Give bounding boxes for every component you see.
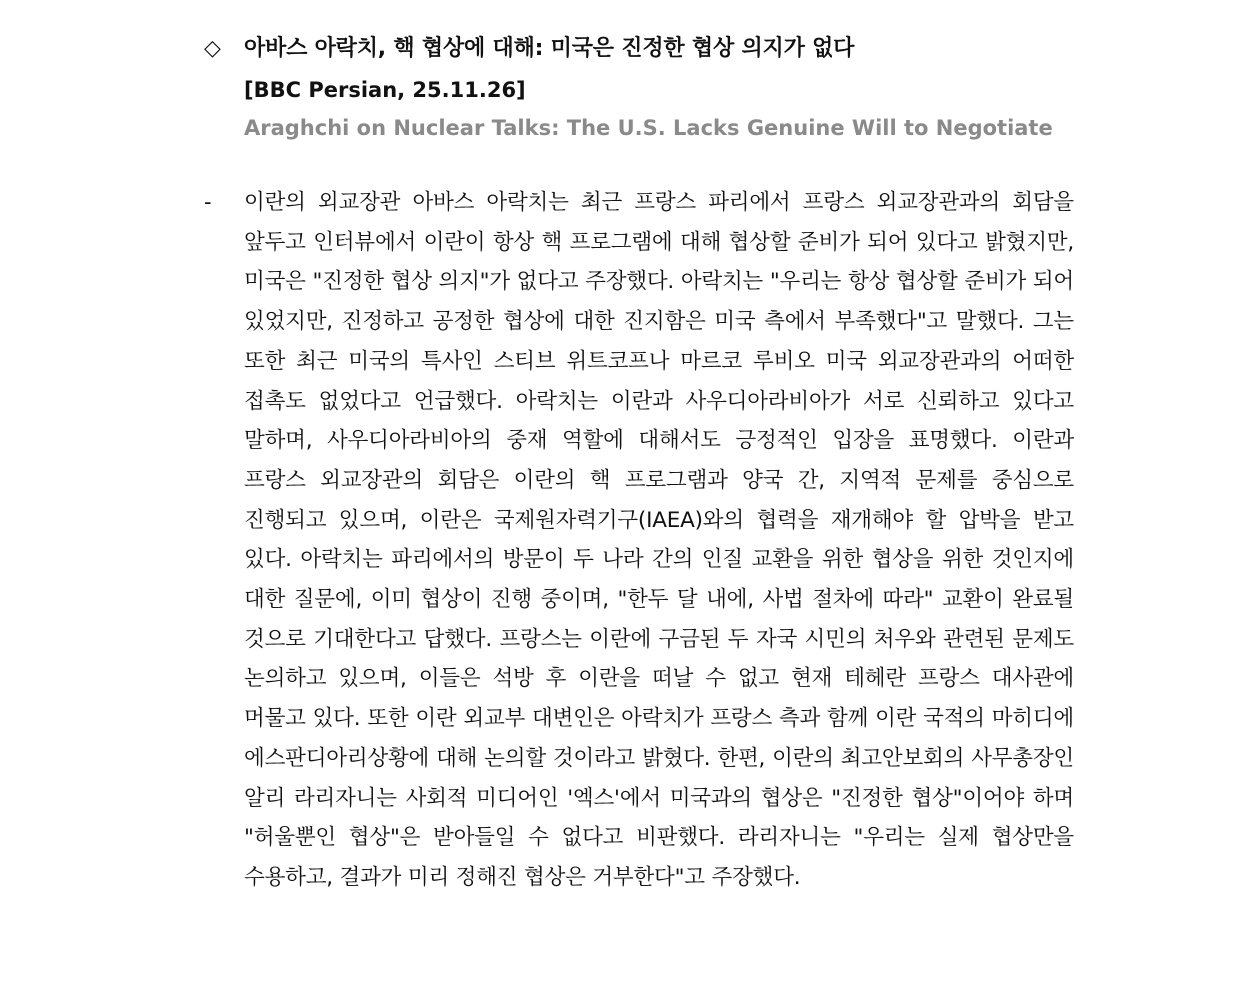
article-english-subtitle: Araghchi on Nuclear Talks: The U.S. Lacks Genuine Will to Negotiate (244, 116, 1053, 140)
article-header (204, 30, 1074, 146)
dash-bullet: - (204, 190, 212, 214)
news-article (204, 30, 1074, 898)
diamond-bullet-icon: ◇ (204, 36, 221, 61)
article-source: [BBC Persian, 25.11.26] (244, 78, 526, 102)
article-body: 이란의 외교장관 아바스 아락치는 최근 프랑스 파리에서 프랑스 외교장관과의 회담을 앞두고 인터뷰에서 이란이 항상 핵 프로그램에 대해 협상할 준비가 되어 있다고 밝혔지만, 미국은 "진정한 협상 의지"가 없다고 주장했다. 아락치는 "우리는 항상 협상할 준비가 되어 있었지만, 진정하고 공정한 협상에 대한 진지함은 미국 측에서 부족했다"고 말했다. 그는 또한 최근 미국의 특사인 스티브 위트코프나 마르코 루비오 미국 외교장관과의 어떠한 접촉도 없었다고 언급했다. 아락치는 이란과 사우디아라비아가 서로 신뢰하고 있다고 말하며, 사우디아라비아의 중재 역할에 대해서도 긍정적인 입장을 표명했다. 이란과 프랑스 외교장관의 회담은 이란의 핵 프로그램과 양국 간, 지역적 문제를 중심으로 진행되고 있으며, 이란은 국제원자력기구(IAEA)와의 협력을 재개해야 할 압박을 받고 있다. 아락치는 파리에서의 방문이 두 나라 간의 인질 교환을 위한 협상을 위한 것인지에 대한 질문에, 이미 협상이 진행 중이며, "한두 달 내에, 사법 절차에 따라" 교환이 완료될 것으로 기대한다고 답했다. 프랑스는 이란에 구금된 두 자국 시민의 처우와 관련된 문제도 논의하고 있으며, 이들은 석방 후 이란을 떠날 수 없고 현재 테헤란 프랑스 대사관에 머물고 있다. 또한 이란 외교부 대변인은 아락치가 프랑스 측과 함께 이란 국적의 마히디에 에스판디아리상황에 대해 논의할 것이라고 밝혔다. 한편, 이란의 최고안보회의 사무총장인 알리 라리자니는 사회적 미디어인 '엑스'에서 미국과의 협상은 "진정한 협상"이어야 하며 "허울뿐인 협상"은 받아들일 수 없다고 비판했다. 라리자니는 "우리는 실제 협상만을 수용하고, 결과가 미리 정해진 협상은 거부한다"고 주장했다. (244, 190, 1074, 890)
header-text (244, 30, 1074, 146)
article-title: 아바스 아락치, 핵 협상에 대해: 미국은 진정한 협상 의지가 없다 (244, 36, 855, 61)
article-body-row (204, 183, 1074, 898)
